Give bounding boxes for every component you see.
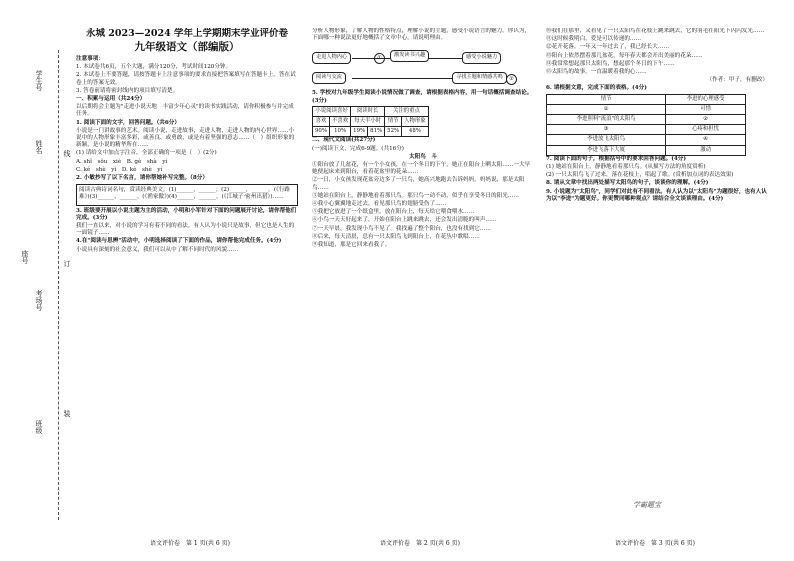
exam-title: 永城 2023—2024 学年上学期期末学业评价卷 — [86, 28, 288, 39]
table-cell: 李进放飞太阳鸟 — [547, 135, 666, 145]
reading-part-1: (一)阅读下文，完成6-9题。(共16分) — [312, 145, 404, 152]
question-1: 1. 阅读下面的文字，回答问题。（共6分） — [76, 119, 180, 126]
table-row — [547, 135, 746, 145]
binding-margin — [0, 0, 70, 561]
notice-item: 2. 本试卷上不要答题，请按答题卡上注意事项的要求直接把答案填写在答题卡上。答在试卷上的答案无效。 — [76, 72, 296, 86]
story-paragraph: ④我小心翼翼地走过去，看见那只鸟的翅膀受伤了…… — [312, 201, 447, 208]
question-4-text: 小说具有深刻的社会意义，我们可以从中了解不同时代的风貌…… — [76, 246, 239, 253]
table-cell: ④ — [666, 135, 746, 145]
question-9: 9. 小说题为"太阳鸟"，同学们对此有不同看法。有人认为以"太阳鸟"为题很好，也有人认为以"李进"为题更好。你更赞同哪种观点？请结合全文谈谈理由。(4分) — [546, 188, 767, 202]
mind-map-center-node: 激发读书兴趣 — [390, 50, 429, 61]
question-5: 5. 学校对九年级学生阅读小说情况做了调查，请根据表格内容，用一句话概括调查结论。(3分) — [312, 90, 533, 104]
binding-dashed-line — [58, 50, 59, 520]
table-cell: 激动 — [666, 145, 746, 155]
table-cell: 81% — [368, 127, 385, 137]
question-7: 7. 阅读下面的句子，根据括号中的要求回答问题。(4分) — [546, 155, 687, 162]
table-subheader: 喜欢 — [313, 117, 330, 127]
mind-map — [312, 44, 534, 88]
option-d: D. kè shè yí — [121, 166, 163, 173]
table-cell: 李进飞落下大厦 — [547, 145, 666, 155]
story-title: 太阳鸟 斗 — [409, 153, 437, 160]
mind-map-node: 走进人物内心 — [312, 52, 351, 63]
question-1a: (1) 请给文中加点字注音，全部正确的一项是（ ）(2分) — [76, 150, 217, 157]
binding-mark-bind: 装 — [63, 410, 71, 417]
plot-feeling-table — [546, 94, 746, 156]
story-paragraph: ⑭我常常想起那只太阳鸟，想起那个冬日的下午…… — [546, 60, 675, 67]
option-c: C. kè shè yì — [76, 166, 117, 173]
binding-mark-order: 订 — [63, 260, 71, 267]
option-row — [76, 167, 298, 174]
activity-intro: 以后期将会主题为"走进小说天地 丰富少年心灵"的读书实践活动，请你积极参与并完成任务。 — [76, 104, 294, 118]
table-header: 关注的重点 — [385, 106, 429, 116]
story-paragraph: ⑫花开花落，一年又一年过去了，我已经长大…… — [546, 44, 670, 51]
binding-label-exam-room: 考场号 — [35, 290, 43, 311]
notice-title: 注意事项： — [76, 56, 104, 62]
table-header: 小说阅读喜好 — [313, 106, 351, 116]
story-source: （作者：甲子，有删改） — [706, 77, 768, 84]
binding-label-seat: 座号 — [21, 250, 29, 264]
story-paragraph: ②一日，小女孩发现花盆旁边多了一只鸟，她高兴地跑去告诉妈妈。妈妈说，那是太阳鸟…… — [312, 177, 525, 191]
mind-map-blank-2: ② — [506, 74, 517, 85]
passage-1: 小说是一门讲故事的艺术。阅读小说，走进故事，走进人物，走进人物的内心世界……小说中的人物形象丰富多彩，或善良、或勇敢，或是有着坚强的意志……（ ）组织形象的新颖，是小说的精华所在…… — [76, 127, 295, 149]
table-cell: ① — [547, 104, 666, 114]
story-paragraph: ⑮太阳鸟的故事，一直温暖着我的心…… — [546, 69, 647, 76]
table-cell: ③ — [547, 125, 666, 135]
poem-fill-text: 阅读古典诗词名句，赏读经典美文。(1)______，______；(2)______，______。(《行路难》)(3)______，______。(《渔家傲》)(4)______，______。(《江城子·密州出猎》)…… — [79, 187, 291, 201]
binding-label-student-id: 学生号 — [35, 70, 43, 91]
story-paragraph: ⑥小鸟一天天好起来了，开始在阳台上跳来跳去，还会发出清脆的叫声…… — [312, 217, 497, 224]
table-subheader: 每天半小时 — [351, 117, 385, 127]
page-footer-1: 语文评价卷 第 1 页(共 6 页) — [150, 540, 230, 547]
mind-map-node: 阅读与交流 — [312, 72, 346, 83]
story-paragraph: ⑬阳台上依然摆着那几盆花，每年春天都会开出美丽的花朵…… — [546, 52, 703, 59]
binding-label-class: 班级 — [35, 420, 43, 434]
mind-map-node: 感受小说魅力 — [462, 52, 501, 63]
option-a: A. shǐ sǒu xiè — [76, 158, 122, 165]
table-row — [547, 115, 746, 125]
table-header: 李进的心理感受 — [666, 94, 746, 104]
question-8: 8. 请从文章中找出两处描写太阳鸟的句子，谈谈你的理解。(4分) — [546, 180, 709, 187]
table-subheader: 情节 — [385, 117, 402, 127]
exam-subtitle: 九年级语文（部编版） — [134, 41, 240, 53]
table-subheader: 人物形象 — [402, 117, 429, 127]
table-header: 阅读时长 — [351, 106, 385, 116]
table-header: 情节 — [547, 94, 666, 104]
story-paragraph: ⑩我们在那里，又看见了一只太阳鸟在花枝上跳来跳去，它的羽毛在阳光下闪闪发光…… — [546, 28, 765, 34]
story-paragraph: ①阳台放了几盆花，有一个小女孩，在一个冬日的下午，她正在阳台上晒太阳……一大早她便起床来到阳台，看着花盆里的花朵…… — [312, 162, 531, 176]
story-paragraph: ⑧后来，每天清晨，总有一只太阳鸟飞到阳台上，在花丛中歌唱…… — [312, 233, 480, 240]
handwritten-watermark: 学霸题宝 — [633, 501, 661, 509]
table-subheader: 不喜欢 — [329, 117, 350, 127]
question-7a: (1) 她站在阳台上，静静地看着那只鸟。(从描写方法的角度赏析) — [546, 164, 706, 171]
option-b: B. gè shà yí — [126, 158, 168, 165]
mind-map-node: 寻找主题和情感共鸣 — [452, 72, 507, 83]
section-heading: 一、积累与运用（共24分） — [76, 96, 146, 103]
table-cell: ② — [666, 115, 746, 125]
page-footer-2: 语文评价卷 第 2 页(共 6 页) — [380, 540, 460, 547]
question-4: 4.在"阅读与思辨"活动中，小明选择阅读了下面的作品，请你帮他完成任务。(4分) — [76, 238, 282, 245]
story-paragraph: ⑨我知道，那是它回来看我了。 — [312, 242, 391, 249]
table-cell: 心疼和担忧 — [666, 125, 746, 135]
table-cell: 李进照料"流浪"的太阳鸟 — [547, 115, 666, 125]
survey-table — [312, 106, 429, 138]
story-paragraph: ⑦一天早晨，我发现小鸟不见了。我找遍了整个阳台，也没有找到它…… — [312, 225, 492, 232]
table-cell: 19% — [351, 127, 368, 137]
binding-mark-line: 线 — [63, 150, 71, 157]
binding-label-name: 姓名 — [35, 140, 43, 154]
poem-fill-box — [76, 184, 298, 205]
story-paragraph: ⑪这时候我明白，爱是可以传递的…… — [546, 36, 642, 43]
page-column-2 — [312, 28, 534, 533]
page-footer-3: 语文评价卷 第 3 页(共 6 页) — [615, 540, 695, 547]
story-paragraph: ⑤我把它放进了一个纸盒里，放在阳台上，每天给它喂食喂水…… — [312, 209, 475, 216]
page-column-3 — [546, 28, 768, 533]
question-2: 2. 小敏抄写了以下名言，请你帮她补写完整。（8分） — [76, 175, 208, 182]
notice-item: 1. 本试卷共6页，五个大题，满分120分，考试时间120分钟。 — [76, 64, 232, 71]
question-3-text: 我们一直以来，对小说的学习有着不同的看法。有人认为小说只是故事，但它也是人生的一面镜子…… — [76, 223, 295, 237]
page-column-1 — [76, 28, 298, 533]
table-cell: 可惜 — [666, 104, 746, 114]
table-row — [547, 125, 746, 135]
option-row — [76, 159, 298, 166]
table-cell: 52% — [385, 127, 402, 137]
table-row — [547, 104, 746, 114]
question-6: 6. 请根据文意，完成下面的表格。(4分) — [546, 85, 647, 92]
table-cell: 90% — [313, 127, 330, 137]
column-2-intro: 分析人物形象，了解人物的性格特点，理解小说的主题，感受小说语言的魅力。你认为，下面哪一种说法更好地概括了文章中心，请说明理由。 — [312, 28, 531, 42]
question-7b: (2) 一只太阳鸟飞了过来，落在花枝上，唱起了歌。(赏析加点词的表达效果) — [546, 172, 734, 179]
notice-item: 3. 答卷前请将密封线内的项目填写清楚。 — [76, 87, 179, 94]
table-row — [547, 145, 746, 155]
section-heading: 二、现代文阅读(共27分) — [312, 137, 376, 144]
story-paragraph: ③她站在阳台上，静静地看着那只鸟。那只鸟一动不动，似乎在享受冬日的阳光…… — [312, 192, 519, 199]
question-3: 3. 班级要开展以小说主题为主的活动，小明和小军针对下面的问题展开讨论，请你帮他们完成。(3分) — [76, 207, 297, 221]
table-cell: 48% — [402, 127, 429, 137]
table-cell: 10% — [329, 127, 350, 137]
mind-map-blank-1: ① — [374, 53, 385, 64]
